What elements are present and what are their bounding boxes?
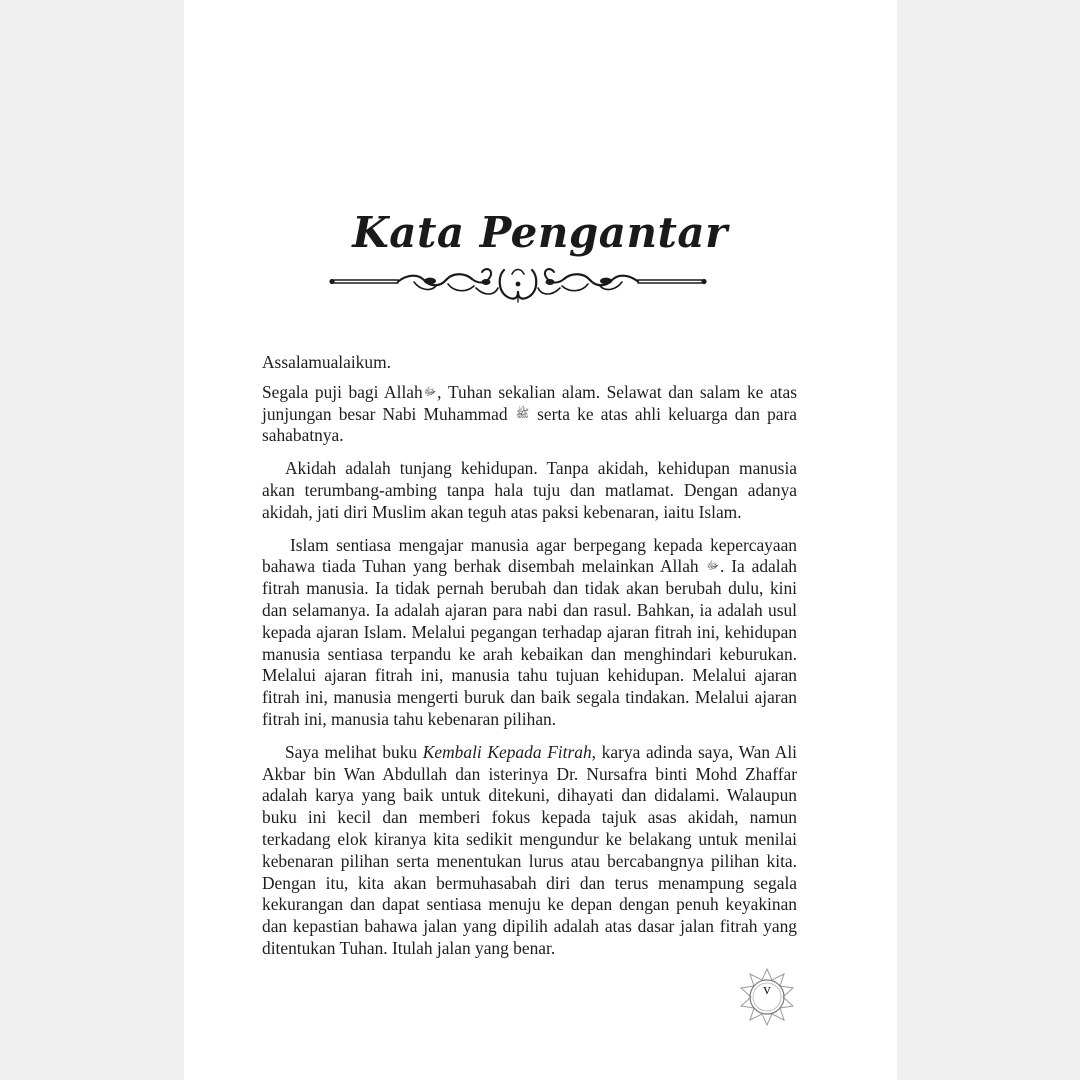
flourish-divider-ornament: [326, 262, 710, 308]
allah-honorific-icon: ﷻ: [423, 385, 437, 398]
preface-body: [262, 352, 797, 971]
paragraph-1-part-c: serta ke atas ahli keluarga dan para sahabatnya.: [262, 403, 797, 446]
allah-honorific-icon: ﷻ: [706, 560, 719, 573]
book-title: Kembali Kepada Fitrah: [422, 741, 592, 762]
greeting: Assalamualaikum.: [262, 352, 391, 372]
paragraph-3-part-b: . Ia adalah fitrah manusia. Ia tidak pernah berubah dan tidak akan berubah dulu, kini dan selamanya. Ia adalah ajaran para nabi dan rasul. Bahkan, ia adalah usul kepada ajaran Islam. Melalui pegangan terhadap ajaran fitrah ini, kehidupan manusia sentiasa terpandu ke arah kebaikan dan menghindari keburukan. Melalui ajaran fitrah ini, manusia tahu tujuan kehidupan. Melalui ajaran fitrah ini, manusia mengerti buruk dan baik segala tindakan. Melalui ajaran fitrah ini, manusia tahu kebenaran pilihan.: [262, 556, 797, 729]
paragraph-4: [262, 742, 797, 960]
paragraph-1-part-a: Segala puji bagi Allah: [262, 381, 423, 402]
paragraph-2: Akidah adalah tunjang kehidupan. Tanpa akidah, kehidupan manusia akan terumbang-ambing tanpa hala tuju dan matlamat. Dengan adanya akidah, jati diri Muslim akan teguh atas paksi kebenaran, iaitu Islam.: [262, 458, 797, 522]
paragraph-3: [262, 535, 797, 731]
chapter-title: Kata Pengantar: [352, 208, 728, 257]
paragraph-1: [262, 382, 797, 447]
paragraph-4-part-b: , karya adinda saya, Wan Ali Akbar bin Wan Abdullah dan isterinya Dr. Nursafra binti Mohd Zhaffar adalah karya yang baik untuk ditekuni, dihayati dan didalami. Walaupun buku ini kecil dan memberi fokus kepada tajuk asas akidah, namun terkadang elok kiranya kita sedikit mengundur ke belakang untuk menilai kebenaran pilihan serta menentukan lurus atau bercabangnya pilihan kita. Dengan itu, kita akan bermuhasabah diri dan terus menampung segala kekurangan dan dapat sentiasa menuju ke depan dengan penuh keyakinan dan kepastian bahawa jalan yang dipilih adalah atas dasar jalan fitrah yang ditentukan Tuhan. Itulah jalan yang benar.: [262, 741, 797, 958]
paragraph-4-part-a: Saya melihat buku: [285, 741, 423, 762]
page-number: v: [763, 982, 771, 998]
nabi-honorific-icon: ﷺ: [515, 407, 529, 420]
paragraph-1-part-b: , Tuhan sekalian alam. Selawat dan salam ke atas junjungan besar Nabi Muhammad: [262, 381, 797, 424]
paragraph-3-part-a: Islam sentiasa mengajar manusia agar berpegang kepada kepercayaan bahawa tiada Tuhan yang berhak disembah melainkan Allah: [262, 534, 797, 577]
